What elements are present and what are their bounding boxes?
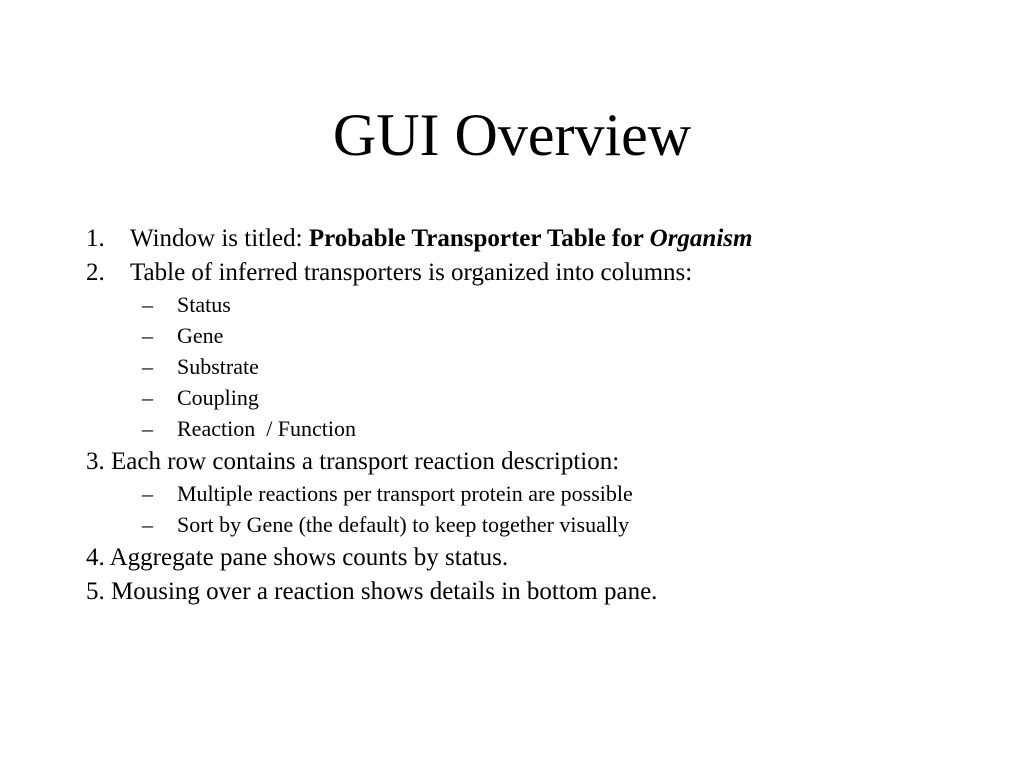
- window-title-bold: Probable Transporter Table for: [308, 225, 650, 252]
- sub-bullet-status: [86, 292, 986, 323]
- slide-title: GUI Overview: [332, 102, 692, 168]
- bullet-text: 4. Aggregate pane shows counts by status.: [86, 544, 509, 571]
- dash-marker: –: [142, 481, 153, 506]
- dash-marker: –: [142, 323, 153, 348]
- bullet-text: 5. Mousing over a reaction shows details in bottom pane.: [86, 578, 658, 605]
- sub-bullet-text: Gene: [177, 323, 224, 348]
- bullet-number: 2.: [86, 259, 105, 286]
- sub-bullet-coupling: [86, 385, 986, 416]
- sub-bullet-gene: [86, 323, 986, 354]
- sub-bullet-text: Status: [177, 292, 231, 317]
- sub-bullet-multiple-reactions: [86, 481, 986, 512]
- dash-marker: –: [142, 416, 153, 441]
- bullet-item-4: [86, 543, 986, 577]
- bullet-item-2: [86, 258, 986, 292]
- dash-marker: –: [142, 354, 153, 379]
- window-title-organism: Organism: [649, 225, 753, 252]
- sub-bullet-substrate: [86, 354, 986, 385]
- sub-bullet-text: Coupling: [177, 385, 259, 410]
- sub-bullet-text: Reaction / Function: [177, 416, 357, 441]
- bullet-number: 1.: [86, 225, 105, 252]
- sub-bullet-text: Sort by Gene (the default) to keep together visually: [177, 512, 630, 537]
- bullet-text: 3. Each row contains a transport reaction description:: [86, 448, 620, 475]
- bullet-item-5: [86, 577, 986, 611]
- sub-bullet-text: Multiple reactions per transport protein are possible: [177, 481, 633, 506]
- bullet-item-1: [86, 224, 986, 258]
- dash-marker: –: [142, 512, 153, 537]
- sub-bullet-reaction-function: [86, 416, 986, 447]
- bullet-item-3: [86, 447, 986, 481]
- dash-marker: –: [142, 385, 153, 410]
- sub-bullet-sort-by-gene: [86, 512, 986, 543]
- bullet-text: [130, 224, 752, 254]
- sub-bullet-text: Substrate: [177, 354, 259, 379]
- window-title-prefix: Window is titled:: [130, 225, 309, 252]
- bullet-text: Table of inferred transporters is organized into columns:: [130, 259, 693, 286]
- dash-marker: –: [142, 292, 153, 317]
- bullet-list: [86, 224, 986, 611]
